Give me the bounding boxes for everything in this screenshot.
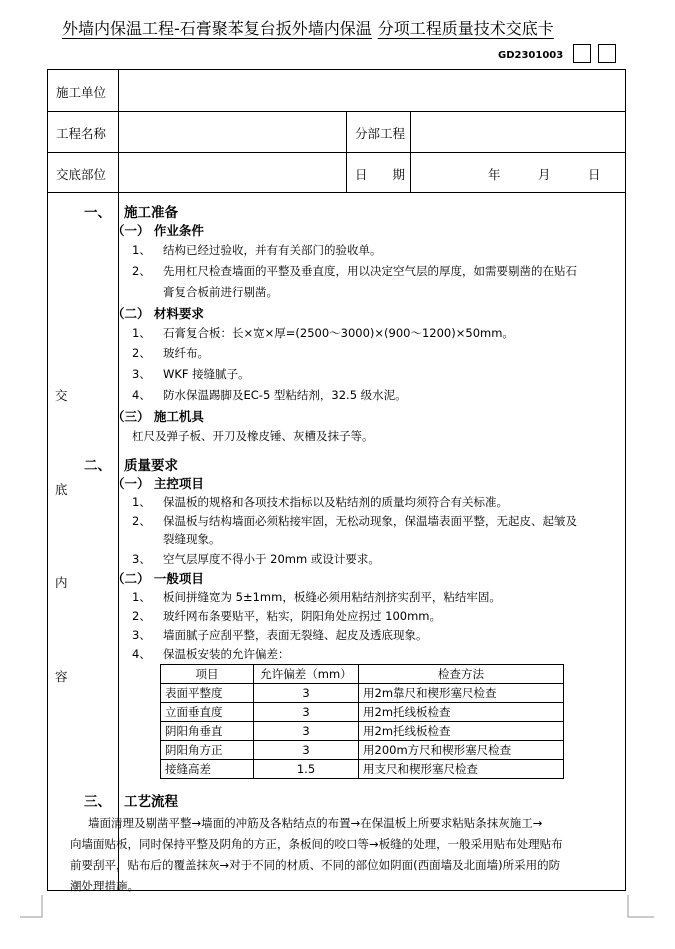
column-divider [346, 111, 347, 192]
table-cell: 接缝高差 [161, 760, 254, 779]
item-text: 防水保温踢脚及EC-5 型粘结剂，32.5 级水泥。 [163, 388, 407, 402]
item-number: 2、 [132, 346, 151, 360]
item-text: 膏复合板前进行剔凿。 [163, 285, 278, 299]
table-header: 允许偏差（mm） [254, 665, 359, 684]
table-cell: 3 [254, 722, 359, 741]
table-header: 检查方法 [359, 665, 564, 684]
table-header-row [161, 665, 564, 684]
title-part-1: 外墙内保温工程-石膏聚苯复台扳外墙内保温 [62, 19, 372, 38]
project-label: 工程名称 [56, 126, 107, 141]
item-number: 1、 [132, 326, 151, 340]
table-row [161, 703, 564, 722]
row-divider [48, 152, 625, 153]
doc-code: GD2301003 [498, 50, 564, 61]
section-1-title: 施工准备 [124, 205, 178, 221]
tolerance-table [160, 664, 564, 779]
page-title [62, 16, 554, 39]
item-text: 先用杠尺检查墙面的平整及垂直度，用以决定空气层的厚度，如需要剔凿的在贴石 [163, 264, 577, 278]
subproject-label: 分部工程 [355, 126, 406, 141]
table-cell: 用支尺和楔形塞尺检查 [359, 760, 564, 779]
table-header: 项目 [161, 665, 254, 684]
item-number: 3、 [132, 367, 151, 381]
table-row [161, 684, 564, 703]
table-cell: 阴阳角方正 [161, 741, 254, 760]
item-number: 4、 [132, 388, 151, 402]
side-label-char: 底 [55, 482, 68, 497]
table-cell: 3 [254, 684, 359, 703]
side-label-char: 交 [55, 388, 68, 403]
item-text: 石膏复合板：长×宽×厚=(2500～3000)×(900～1200)×50mm。 [163, 326, 514, 340]
table-cell: 用200m方尺和楔形塞尺检查 [359, 741, 564, 760]
table-cell: 阴阳角垂直 [161, 722, 254, 741]
date-label: 日 期 [355, 167, 406, 182]
column-divider [410, 111, 411, 192]
page-corner-mark [626, 895, 656, 925]
process-line: 墙面清理及剔凿平整→墙面的冲筋及各粘结点的布置→在保温板上所要求粘贴条抹灰施工→ [88, 816, 543, 830]
table-row [161, 722, 564, 741]
side-label-char: 内 [55, 575, 68, 590]
checkbox-1[interactable] [573, 44, 591, 63]
section-2-number: 二、 [84, 458, 111, 474]
section-3-number: 三、 [84, 794, 111, 810]
item-text: 空气层厚度不得小于 20mm 或设计要求。 [163, 552, 380, 566]
item-text: 保温板的规格和各项技术指标以及粘结剂的质量均须符合有关标准。 [163, 495, 508, 509]
item-text: 墙面腻子应刮平整，表面无裂缝、起皮及透底现象。 [163, 628, 428, 642]
item-text: 保温板安装的允许偏差： [163, 647, 290, 661]
table-cell: 3 [254, 741, 359, 760]
item-text: 玻纤网布条要贴平，粘实，阴阳角处应拐过 100mm。 [163, 609, 442, 623]
location-label: 交底部位 [56, 167, 107, 182]
subsection-1c: （三） 施工机具 [112, 409, 204, 424]
item-number: 3、 [132, 628, 151, 642]
item-text: 玻纤布。 [163, 346, 209, 360]
section-1-number: 一、 [84, 205, 111, 221]
section-3-title: 工艺流程 [124, 794, 178, 810]
item-text: 裂缝现象。 [163, 532, 221, 546]
tools-text: 杠尺及弹子板、开刀及橡皮锤、灰槽及抹子等。 [132, 429, 374, 443]
section-2-title: 质量要求 [124, 458, 178, 474]
page-corner-mark [20, 895, 50, 925]
table-cell: 用2m托线板检查 [359, 703, 564, 722]
item-number: 2、 [132, 514, 151, 528]
side-label-char: 容 [55, 669, 68, 684]
item-number: 2、 [132, 609, 151, 623]
process-line: 潮处理措施。 [70, 879, 139, 893]
item-text: WKF 接缝腻子。 [163, 367, 250, 381]
row-divider [48, 192, 625, 193]
item-number: 1、 [132, 495, 151, 509]
item-number: 4、 [132, 647, 151, 661]
process-line: 向墙面贴板，同时保持平整及阴角的方正，条板间的咬口等→板缝的处理，一般采用贴布处理贴布 [70, 837, 563, 851]
item-number: 3、 [132, 552, 151, 566]
item-text: 保温板与结构墙面必须粘接牢固，无松动现象，保温墙表面平整，无起皮、起皱及 [163, 514, 577, 528]
table-cell: 表面平整度 [161, 684, 254, 703]
process-line: 前要刮平，贴布后的覆盖抹灰→对于不同的材质、不同的部位如阴面(西面墙及北面墙)所采用的防 [70, 858, 561, 872]
table-cell: 1.5 [254, 760, 359, 779]
title-part-2: 分项工程质量技术交底卡 [377, 19, 554, 38]
table-cell: 用2m托线板检查 [359, 722, 564, 741]
subsection-2a: （一） 主控项目 [112, 476, 204, 491]
subsection-1b: （二） 材料要求 [112, 306, 204, 321]
item-number: 1、 [132, 243, 151, 257]
row-divider [48, 111, 625, 112]
table-cell: 立面垂直度 [161, 703, 254, 722]
item-number: 2、 [132, 264, 151, 278]
subsection-1a: （一） 作业条件 [112, 223, 204, 238]
item-text: 结构已经过验收，并有有关部门的验收单。 [163, 243, 382, 257]
item-text: 板间拼缝宽为 5±1mm，板缝必须用粘结剂挤实刮平，粘结牢固。 [163, 590, 501, 604]
subsection-2b: （二） 一般项目 [112, 571, 204, 586]
item-number: 1、 [132, 590, 151, 604]
date-value: 年 月 日 [488, 167, 601, 182]
table-row [161, 741, 564, 760]
table-cell: 用2m靠尺和楔形塞尺检查 [359, 684, 564, 703]
table-cell: 3 [254, 703, 359, 722]
table-row [161, 760, 564, 779]
unit-label: 施工单位 [56, 85, 107, 100]
checkbox-2[interactable] [598, 44, 616, 63]
